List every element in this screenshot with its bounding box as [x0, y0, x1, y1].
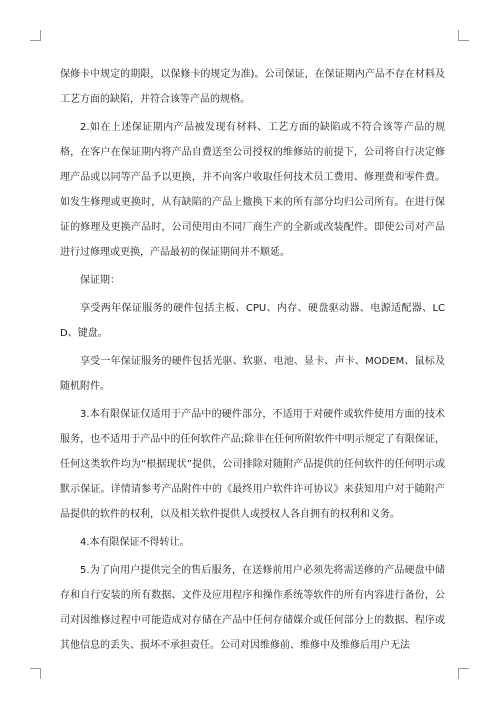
paragraph-two-year-hardware: 享受两年保证服务的硬件包括主板、CPU、内存、硬盘驱动器、电源适配器、LCD、键盘。 [60, 303, 445, 339]
crop-mark-top-right [458, 30, 469, 41]
paragraph-clause-5: 5.为了向用户提供完全的售后服务，在送修前用户必须先将需送修的产品硬盘中储存和自行安装的所有数据、文件及应用程序和操作系统等软件的所有内容进行备份，公司对因维修过程中可能造成对存储在产品中任何存储媒介或任何部分上的数据、程序或其他信息的丢失、损坏不承担责任。公司对因维修前、维修中及维修后用户无法 [60, 565, 445, 651]
paragraph-clause-4: 4.本有限保证不得转让。 [80, 537, 190, 548]
paragraph-clause-2: 2.如在上述保证期内产品被发现有材料、工艺方面的缺陷或不符合该等产品的规格，在客户在保证期内将产品自费送至公司授权的维修站的前提下，公司将自行决定修理产品或以同等产品予以更换，并不向客户收取任何技术员工费用、修理费和零件费。如发生修理或更换时，从有缺陷的产品上撤换下来的所有部分均归公司所有。在进行保证的修理及更换产品时，公司使用由不同厂商生产的全新或改装配件。即使公司对产品进行过修理或更换，产品最初的保证期间并不顺延。 [60, 122, 445, 258]
crop-mark-top-left [30, 30, 41, 41]
paragraph-continuation: 保修卡中规定的期限，以保修卡的规定为准)。公司保证，在保证期内产品不存在材料及工艺方面的缺陷，并符合该等产品的规格。 [60, 69, 445, 105]
paragraph-clause-3: 3.本有限保证仅适用于产品中的硬件部分，不适用于对硬件或软件使用方面的技术服务，也不适用于产品中的任何软件产品;除非在任何所附软件中明示规定了有限保证，任何这类软件均为“根据现状”提供，公司排除对随附产品提供的任何软件的任何明示或默示保证。详情请参考产品附件中的《最终用户软件许可协议》来获知用户对于随附产品提供的软件的权利，以及相关软件提供人或授权人各自拥有的权利和义务。 [60, 409, 445, 520]
paragraph-one-year-hardware: 享受一年保证服务的硬件包括光驱、软驱、电池、显卡、声卡、MODEM、鼠标及随机附件。 [60, 356, 445, 392]
crop-mark-bottom-left [30, 668, 41, 679]
paragraph-warranty-period-heading: 保证期： [80, 275, 120, 286]
crop-mark-bottom-right [458, 668, 469, 679]
document-body [60, 62, 445, 661]
